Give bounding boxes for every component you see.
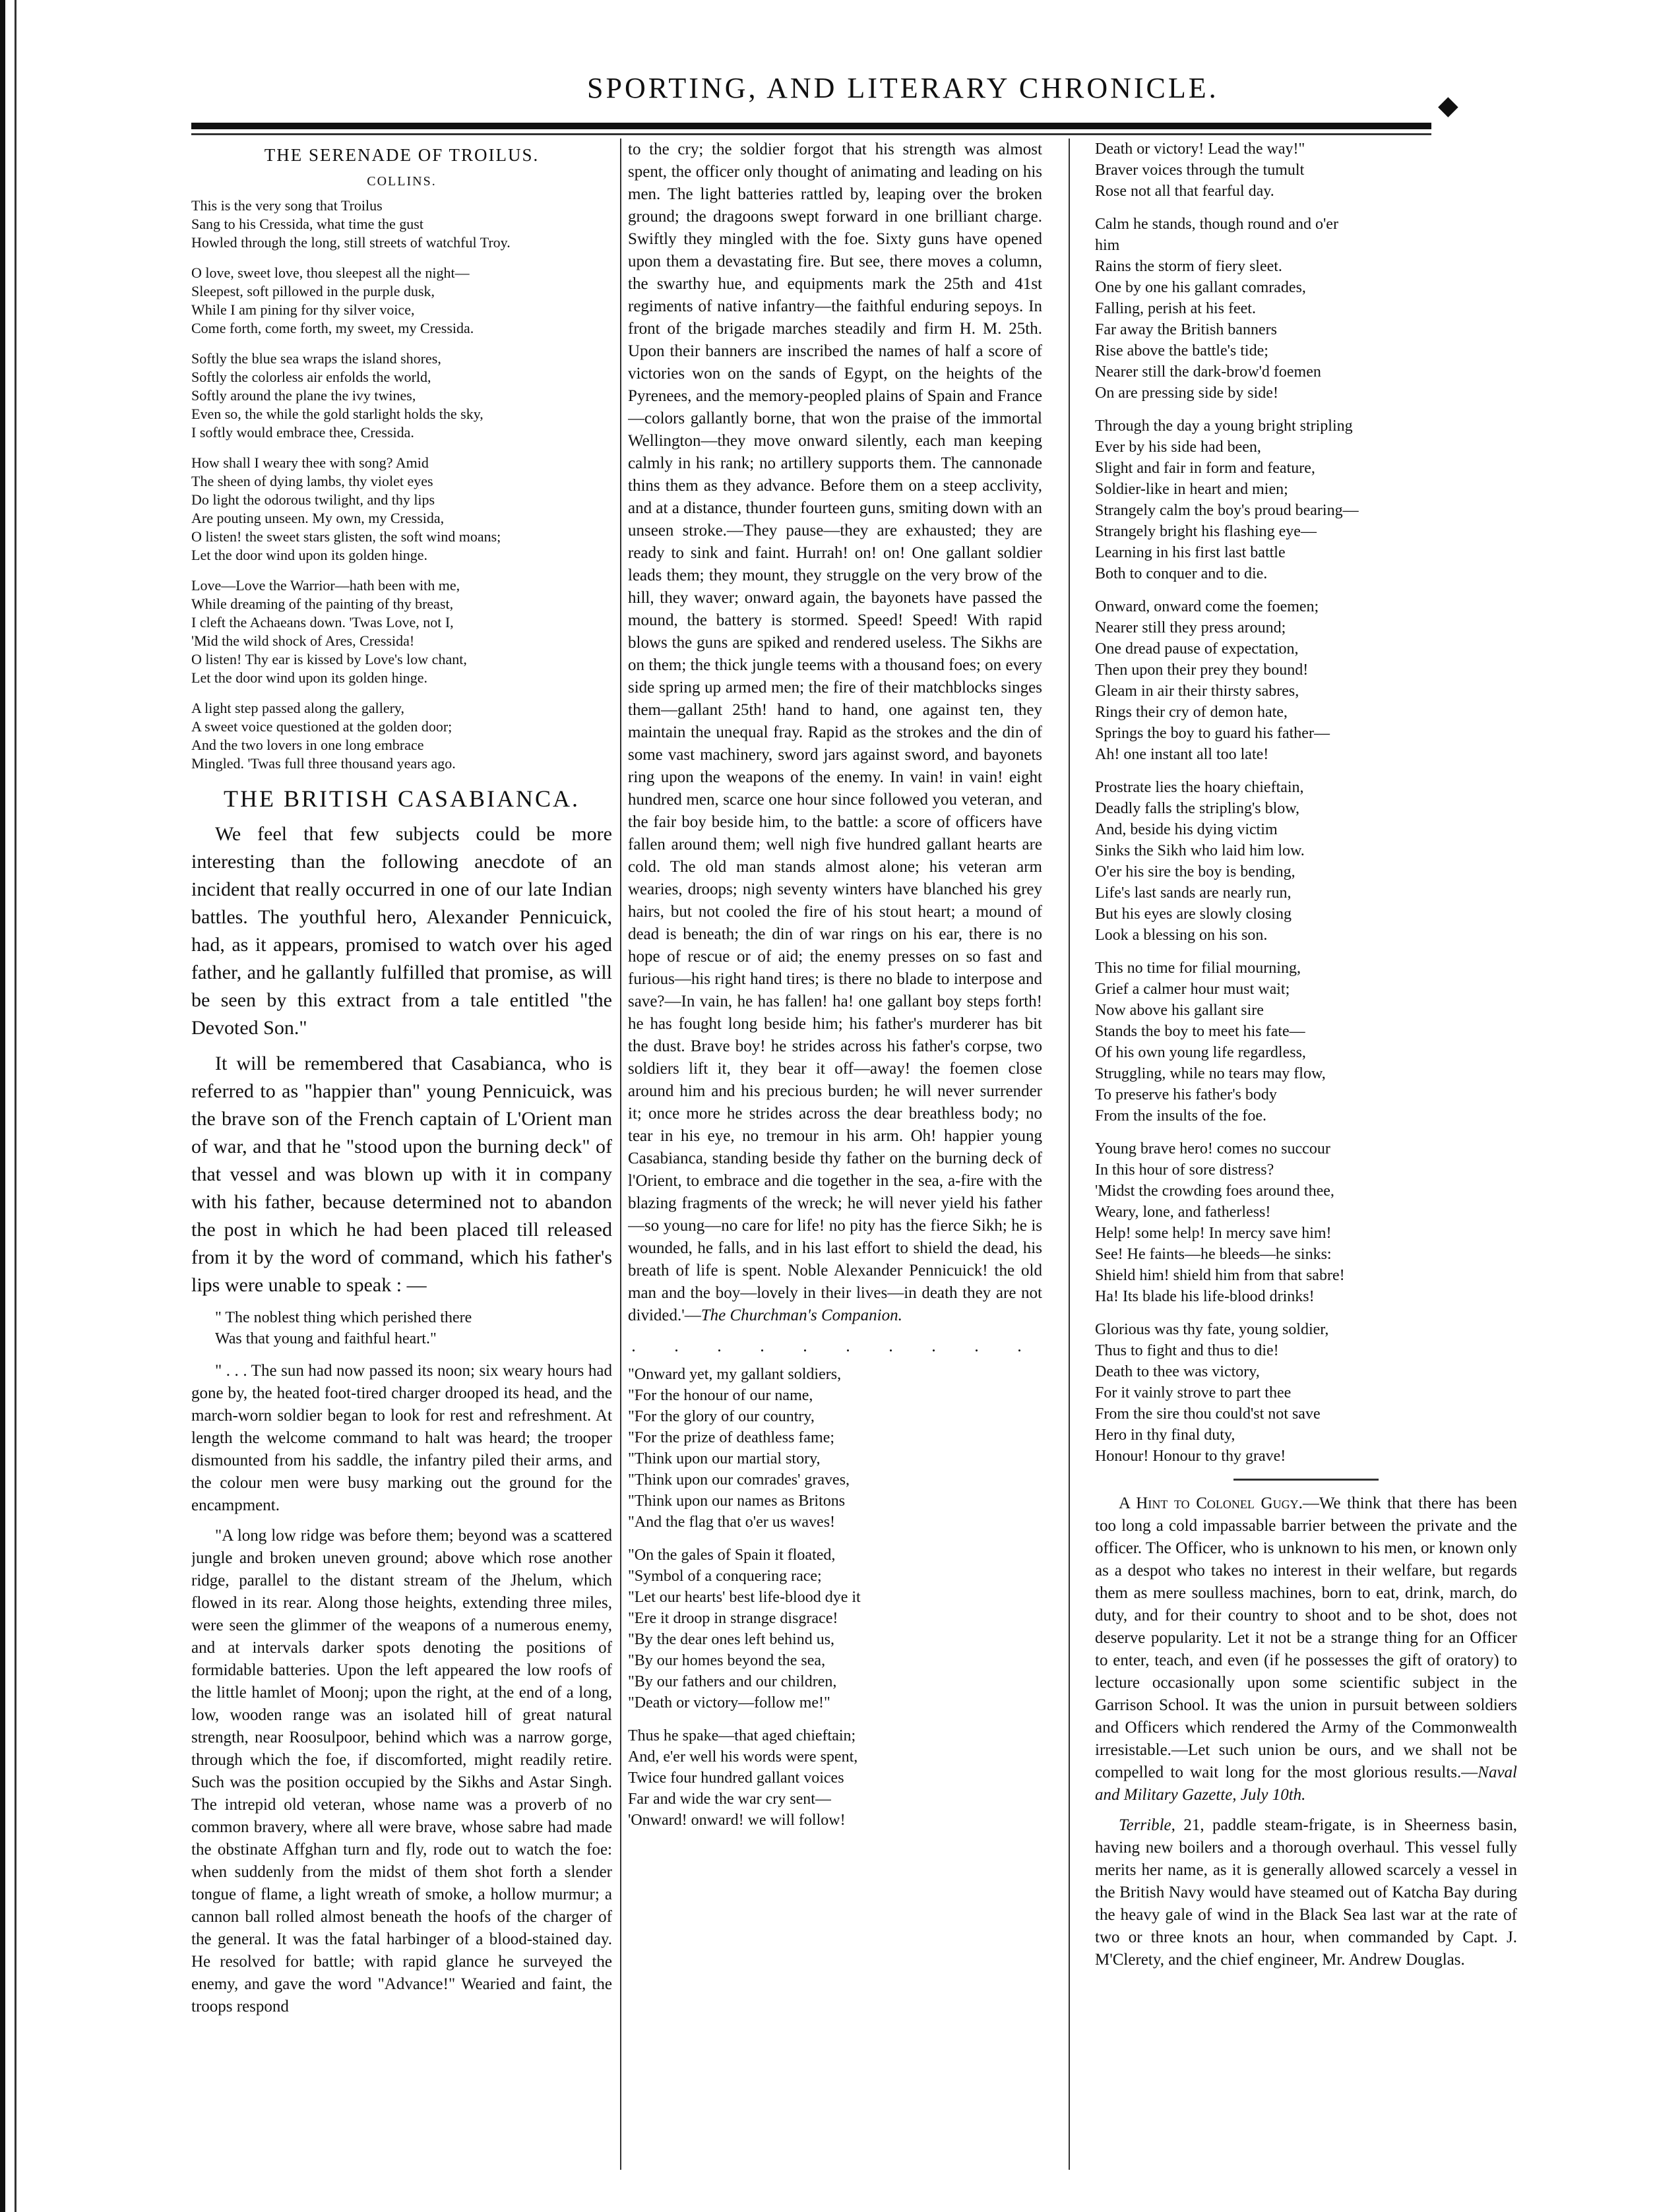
- poem-line: Ever by his side had been,: [1095, 439, 1261, 456]
- hint-lead: A Hint to Colonel Gugy.: [1119, 1494, 1303, 1512]
- stanza: [1095, 1319, 1517, 1467]
- poem-line: 'Midst the crowding foes around thee,: [1095, 1183, 1334, 1200]
- poem-line: Through the day a young bright stripling: [1095, 417, 1353, 435]
- section-divider: [1233, 1479, 1379, 1481]
- poem-line: "By our homes beyond the sea,: [628, 1652, 826, 1669]
- hint-article: [1095, 1492, 1517, 1806]
- stanza: [191, 576, 612, 687]
- column-rule: [620, 138, 621, 2170]
- poem-line: Glorious was thy fate, young soldier,: [1095, 1321, 1329, 1338]
- head-rule-thin: [191, 133, 1431, 135]
- poem-line: "Think upon our comrades' graves,: [628, 1471, 850, 1489]
- poem-line: Let the door wind upon its golden hinge.: [191, 547, 428, 563]
- poem-line: Soldier-like in heart and mien;: [1095, 481, 1288, 498]
- poem-line: And, e'er well his words were spent,: [628, 1748, 858, 1766]
- poem-line: Onward, onward come the foemen;: [1095, 598, 1319, 615]
- poem-line: "Ere it droop in strange disgrace!: [628, 1610, 838, 1627]
- terrible-lead: Terrible,: [1119, 1816, 1175, 1834]
- poem-line: "For the glory of our country,: [628, 1408, 815, 1425]
- poem-line: Springs the boy to guard his father—: [1095, 725, 1330, 742]
- casabianca-intro: We feel that few subjects could be more interesting than the following anecdote of an incident that really occurred in one of our late Indian battles. The youthful hero, Alexander Pennicuick, had, as it appears, promised to watch over his aged father, and he gallantly fulfilled that promise, as will be seen by this extract from a tale entitled "the Devoted Son.": [191, 823, 612, 1039]
- poem-line: Softly the colorless air enfolds the world,: [191, 369, 431, 385]
- poem-line: Young brave hero! comes no succour: [1095, 1140, 1330, 1157]
- casabianca-extract-3: [628, 138, 1042, 1327]
- poem-line: While I am pining for thy silver voice,: [191, 301, 415, 318]
- poem-line: "For the honour of our name,: [628, 1387, 813, 1404]
- serenade-author: COLLINS.: [367, 174, 437, 189]
- hint-text: —We think that there has been too long a cold impassable barrier between the private and the officer. The Officer, who is unknown to his men, or known only as a despot who takes no interest in their welfare, but regards them as mere soulless machines, born to eat, drink, march, do duty, and for their country to shoot and to be shot, does not deserve popularity. Let it not be a strange thing for an Officer to enter, teach, and even (if he possesses the gift of oratory) to lecture occasionally upon some scientific subject in the Garrison School. It was the union in pursuit between soldiers and Officers which rendered the Army of the Commonwealth irresistable.—Let such union be ours, and we shall not be compelled to wait long for the most glorious results.—: [1095, 1494, 1517, 1781]
- poem-line: Life's last sands are nearly run,: [1095, 884, 1292, 902]
- poem-line: Rose not all that fearful day.: [1095, 183, 1274, 200]
- page-edge-rule-inner: [15, 0, 16, 2212]
- poem-line: 'Onward! onward! we will follow!: [628, 1812, 846, 1829]
- stanza: [1095, 1138, 1517, 1307]
- stanza: [628, 1364, 1042, 1533]
- head-rule-thick: [191, 123, 1431, 129]
- terrible-article: [1095, 1814, 1517, 1971]
- poem-line: Strangely bright his flashing eye—: [1095, 523, 1317, 540]
- serenade-title: THE SERENADE OF TROILUS.: [264, 145, 540, 165]
- poem-line: Look a blessing on his son.: [1095, 927, 1268, 944]
- poem-line: Hero in thy final duty,: [1095, 1427, 1235, 1444]
- poem-line: Sleepest, soft pillowed in the purple dusk,: [191, 283, 435, 299]
- poem-line: I cleft the Achaeans down. 'Twas Love, not I,: [191, 614, 454, 630]
- ink-mark-icon: ◆: [1438, 90, 1458, 120]
- poem-line: "Death or victory—follow me!": [628, 1694, 830, 1711]
- stanza: [191, 197, 612, 252]
- poem-line: "And the flag that o'er us waves!: [628, 1514, 836, 1531]
- poem-line: "Think upon our martial story,: [628, 1450, 821, 1467]
- stanza: [191, 350, 612, 442]
- quote-line: " The noblest thing which perished there: [215, 1309, 472, 1326]
- poem-line: "By our fathers and our children,: [628, 1673, 837, 1690]
- poem-line: Rains the storm of fiery sleet.: [1095, 258, 1282, 275]
- poem-line: How shall I weary thee with song? Amid: [191, 454, 429, 471]
- poem-line: And the two lovers in one long embrace: [191, 737, 424, 753]
- section-ornament: . . . . . . . . . .: [631, 1336, 1039, 1355]
- poem-line: O'er his sire the boy is bending,: [1095, 863, 1295, 880]
- poem-line: One by one his gallant comrades,: [1095, 279, 1306, 296]
- poem-line: Are pouting unseen. My own, my Cressida,: [191, 510, 445, 526]
- poem-line: Softly around the plane the ivy twines,: [191, 387, 416, 404]
- poem-line: Sang to his Cressida, what time the gust: [191, 216, 423, 232]
- poem-line: Gleam in air their thirsty sabres,: [1095, 683, 1299, 700]
- poem-line: But his eyes are slowly closing: [1095, 906, 1292, 923]
- poem-line: From the sire thou could'st not save: [1095, 1405, 1321, 1423]
- poem-line: Ha! Its blade his life-blood drinks!: [1095, 1288, 1315, 1305]
- extract-source: The Churchman's Companion.: [701, 1306, 902, 1324]
- poem-line: From the insults of the foe.: [1095, 1107, 1266, 1124]
- poem-line: "Symbol of a conquering race;: [628, 1568, 822, 1585]
- poem-line: Learning in his first last battle: [1095, 544, 1286, 561]
- poem-line: Strangely calm the boy's proud bearing—: [1095, 502, 1359, 519]
- stanza: [1095, 415, 1517, 584]
- poem-line: Then upon their prey they bound!: [1095, 661, 1309, 679]
- poem-line: "For the prize of deathless fame;: [628, 1429, 835, 1446]
- poem-line: "Think upon our names as Britons: [628, 1492, 846, 1510]
- stanza: [191, 264, 612, 338]
- poem-line: Shield him! shield him from that sabre!: [1095, 1267, 1345, 1284]
- poem-line: "Onward yet, my gallant soldiers,: [628, 1366, 842, 1383]
- stanza: [191, 454, 612, 565]
- poem-line: Far and wide the war cry sent—: [628, 1791, 831, 1808]
- poem-line: In this hour of sore distress?: [1095, 1161, 1274, 1179]
- poem-line: Falling, perish at his feet.: [1095, 300, 1256, 317]
- poem-line: Let the door wind upon its golden hinge.: [191, 669, 428, 686]
- poem-line: O listen! the sweet stars glisten, the soft wind moans;: [191, 528, 501, 545]
- poem-line: Braver voices through the tumult: [1095, 162, 1305, 179]
- poem-line: On are pressing side by side!: [1095, 384, 1278, 402]
- poem-line: Death or victory! Lead the way!": [1095, 140, 1305, 158]
- page-edge-rule: [0, 0, 5, 2212]
- stanza: [1095, 214, 1517, 404]
- poem-line: The sheen of dying lambs, thy violet eyes: [191, 473, 433, 489]
- onward-poem: [628, 1364, 1042, 1831]
- poem-line: "On the gales of Spain it floated,: [628, 1547, 836, 1564]
- poem-line: Even so, the while the gold starlight holds the sky,: [191, 406, 483, 422]
- poem-line: Rise above the battle's tide;: [1095, 342, 1268, 359]
- stanza: [1095, 777, 1517, 946]
- poem-line: Far away the British banners: [1095, 321, 1277, 338]
- poem-line: Mingled. 'Twas full three thousand years ago.: [191, 755, 456, 772]
- poem-line: "Let our hearts' best life-blood dye it: [628, 1589, 861, 1606]
- poem-line: While dreaming of the painting of thy breast,: [191, 596, 454, 612]
- poem-line: Weary, lone, and fatherless!: [1095, 1204, 1271, 1221]
- poem-line: Ah! one instant all too late!: [1095, 746, 1269, 763]
- stanza: [1095, 958, 1517, 1126]
- poem-line: Come forth, come forth, my sweet, my Cressida.: [191, 320, 474, 336]
- stanza: [628, 1725, 1042, 1831]
- running-head: SPORTING, AND LITERARY CHRONICLE.: [587, 72, 1219, 104]
- casabianca-title: THE BRITISH CASABIANCA.: [223, 785, 580, 812]
- poem-line: Rings their cry of demon hate,: [1095, 704, 1288, 721]
- poem-line: Thus he spake—that aged chieftain;: [628, 1727, 856, 1744]
- poem-line: Struggling, while no tears may flow,: [1095, 1065, 1326, 1082]
- poem-line: Stands the boy to meet his fate—: [1095, 1023, 1305, 1040]
- casabianca-context: It will be remembered that Casabianca, who is referred to as "happier than" young Pennicuick, was the brave son of the French captain of L'Orient man of war, and that he "stood upon the burning deck" of that vessel and was blown up with it in company with his father, because determined not to abandon the post in which he had been placed till released from it by the word of command, which his father's lips were unable to speak : —: [191, 1053, 612, 1296]
- poem-line: Do light the odorous twilight, and thy lips: [191, 491, 435, 508]
- serenade-poem: [191, 197, 612, 773]
- poem-line: Sinks the Sikh who laid him low.: [1095, 842, 1305, 859]
- poem-line: Twice four hundred gallant voices: [628, 1769, 844, 1787]
- column-one: [191, 138, 612, 2176]
- poem-line: And, beside his dying victim: [1095, 821, 1278, 838]
- poem-line: Thus to fight and thus to die!: [1095, 1342, 1279, 1359]
- poem-line: A light step passed along the gallery,: [191, 700, 405, 716]
- poem-line: Slight and fair in form and feature,: [1095, 460, 1315, 477]
- casabianca-quote: [191, 1307, 612, 1349]
- poem-line: Nearer still the dark-brow'd foemen: [1095, 363, 1321, 381]
- column-three: [1095, 138, 1517, 2176]
- column-rule: [1069, 138, 1070, 2170]
- poem-line: See! He faints—he bleeds—he sinks:: [1095, 1246, 1332, 1263]
- poem-line: Of his own young life regardless,: [1095, 1044, 1306, 1061]
- poem-line: Death to thee was victory,: [1095, 1363, 1260, 1380]
- poem-line: Prostrate lies the hoary chieftain,: [1095, 779, 1304, 796]
- poem-line: This no time for filial mourning,: [1095, 960, 1301, 977]
- poem-line: "By the dear ones left behind us,: [628, 1631, 835, 1648]
- poem-line: To preserve his father's body: [1095, 1086, 1277, 1103]
- poem-line: Deadly falls the stripling's blow,: [1095, 800, 1300, 817]
- poem-line: 'Mid the wild shock of Ares, Cressida!: [191, 632, 415, 649]
- poem-line: him: [1095, 237, 1120, 254]
- extract-text: to the cry; the soldier forgot that his strength was almost spent, the officer only thought of animating and leading on his men. The light batteries rattled by, leaping over the broken ground; the dragoons swept forward in one brilliant charge. Swiftly they mingled with the foe. Sixty guns have opened upon them a devastating fire. But see, there moves a column, the swarthy hue, and equipments mark the 25th and 41st regiments of native infantry—the faithful enduring sepoys. In front of the brigade marches steadily and firm H. M. 25th. Upon their banners are inscribed the names of half a score of victories won on the sands of Egypt, on the heights of the Pyrenees, and the memory-peopled plains of Spain and France—colors gallantly borne, that won the praise of the immortal Wellington—they move onward silently, each man keeping calmly in his rank; no artillery supports them. The cannonade thins them as they advance. Before them on a steep acclivity, and at a distance, thunder fourteen guns, smiting down with an unseen stroke.—They pause—they are exhausted; they are ready to sink and faint. Hurrah! on! on! One gallant soldier leads them; they mount, they struggle on the very brow of the hill, they waver; onward again, the bayonets have passed the mound, the battery is stormed. Speed! Speed! With rapid blows the guns are spiked and rendered useless. The Sikhs are on them; the thick jungle teems with a thousand foes; on every side spring up armed men; the fire of their matchblocks singes them—gallant 25th! hand to hand, one against ten, they maintain the unequal fray. Rapid as the strokes and the din of some vast machinery, sword jars against sword, and bayonets ring upon the weapons of the enemy. In vain! in vain! eight hundred men, scarce one hour since followed you veteran, and the fair boy beside him, to the battle: a score of officers have fallen around them; well nigh five hundred gallant hearts are cold. The old man stands almost alone; his veteran arm wearies, droops; nigh seventy winters have blanched his grey hairs, but not cooled the fire of his stout heart; a mound of dead is beneath; the din of war rings on his ear, there is no hope of rescue or of aid; the enemy presses on so fast and furious—his right hand tires; is there no blade to interpose and save?—In vain, he has fallen! ha! one gallant boy steps forth! he has fought long beside him; his father's murderer has bit the dust. Brave boy! he strides across his father's corpse, two soldiers lift it, they bear it off—away! the foemen close around him and his precious burden; he will never surrender it; once more he strides across the dear breathless body; no tear in his eye, no tremour in his arm. Oh! happier young Casabianca, standing beside thy father on the burning deck of l'Orient, to embrace and die together in the sea, a-fire with the blazing fragments of the wreck; he will never yield his father—so young—no care for life! no pity has the fierce Sikh; he is wounded, he falls, and in his last effort to shield the dead, his breath of life is spent. Noble Alexander Pennicuick! the old man and the boy—lovely in their lives—in death they are not divided.'—: [628, 140, 1042, 1324]
- poem-line: O love, sweet love, thou sleepest all the night—: [191, 264, 470, 281]
- poem-line: Softly the blue sea wraps the island shores,: [191, 350, 441, 367]
- stanza: [191, 699, 612, 773]
- poem-line: Nearer still they press around;: [1095, 619, 1286, 636]
- quote-line: Was that young and faithful heart.": [215, 1330, 437, 1347]
- poem-line: Grief a calmer hour must wait;: [1095, 981, 1290, 998]
- poem-line: A sweet voice questioned at the golden door;: [191, 718, 452, 735]
- poem-line: Now above his gallant sire: [1095, 1002, 1264, 1019]
- poem-line: One dread pause of expectation,: [1095, 640, 1299, 658]
- stanza: [628, 1545, 1042, 1713]
- casabianca-extract-1: " . . . The sun had now passed its noon; six weary hours had gone by, the heated foot-tired charger drooped its head, and the march-worn soldier began to look for rest and refreshment. At length the welcome command to halt was heard; the trooper dismounted from his saddle, the infantry piled their arms, and the colour men were busy marking out the ground for the encampment.: [191, 1362, 612, 1514]
- poem-line: For it vainly strove to part thee: [1095, 1384, 1292, 1401]
- poem-line: Love—Love the Warrior—hath been with me,: [191, 577, 460, 594]
- stanza: [1095, 596, 1517, 765]
- hint-source: Naval and Military Gazette, July 10th.: [1095, 1764, 1517, 1804]
- column-two: [628, 138, 1042, 2176]
- casabianca-extract-2: "A long low ridge was before them; beyond was a scattered jungle and broken uneven ground; above which rose another ridge, parallel to the distant stream of the Jhelum, which flowed in its rear. Along those heights, extending three miles, were seen the glimmer of the weapons of a numerous enemy, and at intervals darker spots denoting the positions of formidable batteries. Upon the left appeared the low roofs of the little hamlet of Moonj; upon the right, at the end of a long, low, wooden range was an isolated hill of great natural strength, near Roosulpoor, behind which was a narrow gorge, through which the foe, if discomforted, might readily retire. Such was the position occupied by the Sikhs and Astar Singh. The intrepid old veteran, whose name was a proverb of no common bravery, where all were brave, whose sabre had made the obstinate Affghan turn and fly, rode out to watch the foe: when suddenly from the midst of them shot forth a slender tongue of flame, a light wreath of smoke, a hollow murmur; a cannon ball rolled almost beneath the hoofs of the charger of the general. It was the fatal harbinger of a blood-stained day. He resolved for battle; with rapid glance he surveyed the enemy, and gave the word "Advance!" Wearied and faint, the troops respond: [191, 1527, 612, 2015]
- poem-line: Help! some help! In mercy save him!: [1095, 1225, 1332, 1242]
- poem-line: O listen! Thy ear is kissed by Love's low chant,: [191, 651, 467, 667]
- terrible-text: 21, paddle steam-frigate, is in Sheerness basin, having new boilers and a thorough overhaul. This vessel fully merits her name, as it is generally allowed scarcely a vessel in the British Navy would have steamed out of Katcha Bay during the heavy gale of wind in the Black Sea last war at the rate of two or three knots an hour, when commanded by Capt. J. M'Clerety, and the chief engineer, Mr. Andrew Douglas.: [1095, 1816, 1517, 1969]
- poem-line: Honour! Honour to thy grave!: [1095, 1448, 1286, 1465]
- poem-line: Calm he stands, though round and o'er: [1095, 216, 1338, 233]
- stanza: [1095, 138, 1517, 202]
- poem-line: This is the very song that Troilus: [191, 197, 383, 214]
- poem-line: Howled through the long, still streets of watchful Troy.: [191, 234, 511, 251]
- poem-line: I softly would embrace thee, Cressida.: [191, 424, 414, 441]
- poem-line: Both to conquer and to die.: [1095, 565, 1268, 582]
- death-or-victory-poem: [1095, 138, 1517, 1467]
